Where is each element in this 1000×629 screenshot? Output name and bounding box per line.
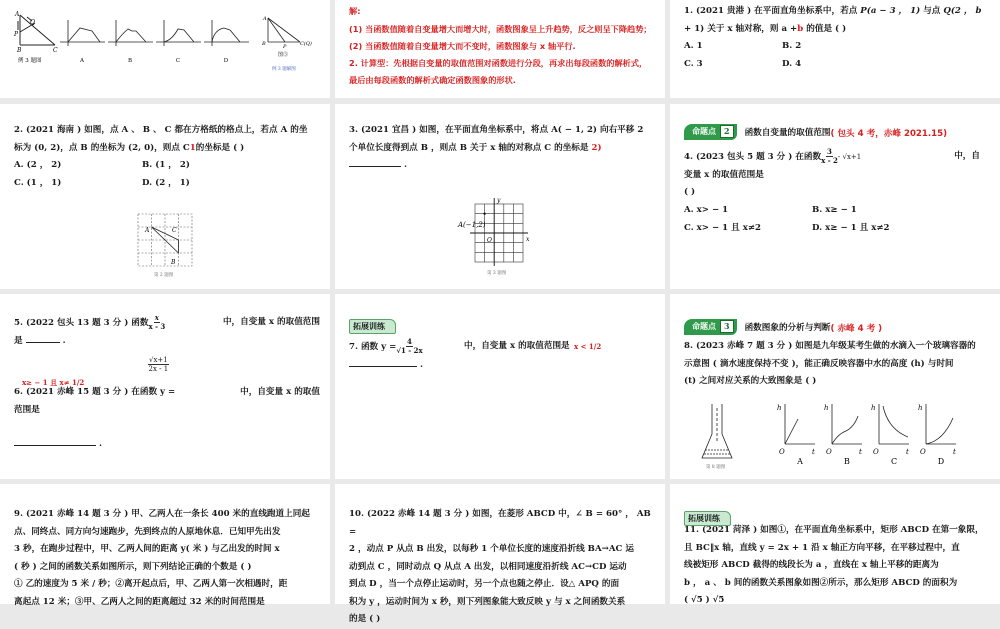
options-q1 bbox=[684, 38, 880, 73]
slide-solution-notes[interactable] bbox=[335, 0, 665, 98]
svg-text:C(Q): C(Q) bbox=[300, 41, 312, 47]
topic-title: 函数图象的分析与判断 bbox=[744, 322, 831, 333]
option-d[interactable]: D. 4 bbox=[782, 58, 802, 69]
option-d[interactable]: D. (2 ， 1) bbox=[142, 177, 190, 188]
question-8: 8. (2023 赤峰 7 题 3 分 ) 如图是九年级某考生做的水滴入一个玻璃容器的 示意图 ( 滴水速度保持不变 )，能正确反映容器中水的高度 (h) 与时间 (t) 之间对应关系的大致图象是 ( ) bbox=[684, 341, 976, 386]
svg-text:t: t bbox=[812, 448, 815, 456]
caption-graph-c: C bbox=[175, 58, 181, 64]
option-d[interactable]: D. x≥ − 1 且 x≠2 bbox=[812, 222, 890, 233]
caption-graph-d: D bbox=[223, 58, 229, 64]
slide-question-7[interactable] bbox=[335, 294, 665, 479]
option-b[interactable]: B. (1 ， 2) bbox=[142, 160, 190, 170]
slide-example3-figures[interactable] bbox=[0, 0, 330, 98]
grid-figure-q2 bbox=[136, 212, 196, 280]
example3-figures bbox=[0, 0, 330, 98]
option-b[interactable]: B. x≥ − 1 bbox=[812, 205, 857, 215]
slide-question-3[interactable] bbox=[335, 104, 665, 289]
answer-blank-q5[interactable] bbox=[26, 333, 60, 343]
extension-tag-wrap bbox=[349, 314, 655, 334]
caption-q2: 第 2 题图 bbox=[154, 273, 174, 278]
answer-mark: 1 bbox=[189, 142, 196, 153]
graph-option-d: D bbox=[937, 457, 945, 466]
coordinate-grid-q3 bbox=[455, 196, 535, 276]
graph-option-c: C bbox=[890, 457, 898, 466]
svg-text:t: t bbox=[906, 448, 909, 456]
option-c[interactable]: C. (1 ， 1) bbox=[14, 177, 62, 188]
topic-header-2 bbox=[684, 121, 990, 140]
answer-mark: 2) bbox=[591, 142, 602, 153]
svg-text:x: x bbox=[526, 236, 530, 243]
answer-blank-q6[interactable] bbox=[14, 436, 96, 446]
question-4: 4. (2023 包头 5 题 3 分 ) 在函数 $\frac{3}{x - 2}$ - √x+1 中，自 变量 x 的取值范围是 ( ) bbox=[684, 147, 980, 197]
svg-text:h: h bbox=[824, 404, 829, 412]
svg-text:B: B bbox=[171, 259, 176, 266]
q6-fraction: $\frac{√x+1}{2x - 1}$ bbox=[148, 356, 169, 373]
extension-tag: 拓展训练 bbox=[349, 319, 396, 334]
svg-text:t: t bbox=[953, 448, 956, 456]
answer-mark: x < 1/2 bbox=[574, 342, 602, 351]
svg-text:B: B bbox=[17, 47, 22, 54]
slide-question-1[interactable] bbox=[670, 0, 1000, 98]
solution-heading: 解: bbox=[349, 6, 361, 16]
options-q4 bbox=[684, 202, 940, 237]
svg-text:O: O bbox=[779, 448, 785, 456]
slide-question-2[interactable] bbox=[0, 104, 330, 289]
extension-tag: 拓展训练 bbox=[684, 511, 731, 526]
answer-blank-q7[interactable] bbox=[349, 357, 417, 367]
topic-source: ( 包头 4 考，赤峰 2021.15) bbox=[830, 129, 948, 139]
q8-figures bbox=[698, 394, 998, 472]
svg-text:A: A bbox=[145, 227, 150, 234]
option-a[interactable]: A. (2 ， 2) bbox=[14, 160, 62, 170]
topic-source: ( 赤峰 4 考 ) bbox=[830, 324, 883, 334]
svg-text:h: h bbox=[918, 404, 923, 412]
svg-text:Q: Q bbox=[30, 19, 35, 26]
svg-text:O: O bbox=[873, 448, 879, 456]
topic-header-3 bbox=[684, 316, 990, 335]
answer-mark: b bbox=[797, 23, 804, 34]
options-q2 bbox=[14, 157, 270, 192]
question-11: 11. (2021 菏泽 ) 如图①，在平面直角坐标系中，矩形 ABCD 在第一象限， 且 BC‖x 轴，直线 y = 2x + 1 沿 x 轴正方向平移，在平移过程中，直 线被矩形 ABCD 截得的线段长为 a ，直线在 x 轴上平移的距离为 b ， a 、 b 间的函数关系图象如图②所示，那么矩形 ABCD 的面积为 ( √5 ) √5 bbox=[684, 525, 984, 605]
question-10: 10. (2022 赤峰 14 题 3 分 ) 如图，在菱形 ABCD 中，∠ B = 60° ， AB = 2 ，动点 P 从点 B 出发，以每秒 1 个单位长度的速度沿折线 BA→AC 运 动到点 C ，同时动点 Q 从点 A 出发，以相同速度沿折线 AC→CD 运动 到点 D ，当一个点停止运动时，另一个点也随之停止．设△ APQ 的面 积为 y ，运动时间为 x 秒，则下列图象能大致反映 y 与 x 之间函数关系 的是 ( ) bbox=[349, 509, 651, 624]
svg-text:O: O bbox=[487, 237, 492, 244]
svg-text:B: B bbox=[262, 41, 266, 47]
option-c[interactable]: C. 3 bbox=[684, 58, 703, 69]
option-c[interactable]: C. x> − 1 且 x≠2 bbox=[684, 222, 762, 233]
solution-line-1: (1) 当函数值随着自变量增大而增大时，函数图象呈上升趋势，反之则呈下降趋势； bbox=[349, 23, 652, 34]
caption-example3: 例 3 题图 bbox=[18, 58, 42, 64]
answer-blank[interactable] bbox=[349, 157, 401, 167]
svg-text:P: P bbox=[14, 31, 19, 38]
caption-fig3: 图③ bbox=[278, 52, 289, 58]
svg-text:C: C bbox=[172, 227, 177, 234]
caption-q3: 第 3 题图 bbox=[487, 271, 507, 276]
slide-question-11[interactable] bbox=[670, 484, 1000, 604]
svg-text:O: O bbox=[920, 448, 926, 456]
question-2: 2. (2021 海南 ) 如图，点 A 、 B 、 C 都在方格纸的格点上，若点 A 的坐 标为 (0, 2)，点 B 的坐标为 (2, 0)，则点 C1的坐标是 ( ) bbox=[14, 125, 308, 153]
slide-questions-5-6[interactable] bbox=[0, 294, 330, 479]
graph-option-b: B bbox=[844, 457, 850, 466]
question-6: 6. (2021 赤峰 15 题 3 分 ) 在函数 y = 中，自变量 x 的取值 范围是 . bbox=[14, 387, 320, 449]
svg-text:A: A bbox=[263, 16, 267, 22]
option-a[interactable]: A. 1 bbox=[684, 41, 703, 51]
question-1: 1. (2021 贵港 ) 在平面直角坐标系中，若点 P(a − 3 ， 1) 与点 Q(2 ， b + 1) 关于 x 轴对称，则 a +b 的值是 ( ) bbox=[684, 6, 982, 34]
svg-text:C: C bbox=[53, 47, 58, 54]
solution-line-2: (2) 当函数值随着自变量增大而不变时，函数图象与 x 轴平行. bbox=[349, 40, 576, 51]
answer-mark-q6: x≥ − 1 且 x≠ 1/2 bbox=[22, 378, 85, 387]
svg-text:h: h bbox=[871, 404, 876, 412]
caption-solution: 例 3 题解图 bbox=[272, 67, 296, 72]
slide-topic-2[interactable] bbox=[670, 104, 1000, 289]
question-3: 3. (2021 宜昌 ) 如图，在平面直角坐标系中，将点 A( − 1, 2) 向右平移 2 个单位长度得到点 B ，则点 B 关于 x 轴的对称点 C 的坐标是 2) . bbox=[349, 125, 644, 170]
topic-tag: 命题点 3 bbox=[684, 319, 737, 335]
option-b[interactable]: B. 2 bbox=[782, 41, 802, 51]
slide-topic-3[interactable] bbox=[670, 294, 1000, 479]
question-7: 7. 函数 y = $\frac{4}{√1 - 2x}$ 中，自变量 x 的取值范围是 x < 1/2 . bbox=[349, 337, 602, 370]
question-5: 5. (2022 包头 13 题 3 分 ) 函数 $\frac{x}{x - 3}$ 中，自变量 x 的取值范围 是 . bbox=[14, 313, 320, 346]
topic-tag: 命题点 2 bbox=[684, 124, 737, 140]
caption-graph-a: A bbox=[80, 58, 84, 64]
svg-text:h: h bbox=[777, 404, 782, 412]
solution-line-3: 2. 计算型：先根据自变量的取值范围对函数进行分段，再求出每段函数的解析式，最后由每段函数的解析式确定函数图象的形状. bbox=[349, 58, 648, 85]
caption-graph-b: B bbox=[127, 58, 133, 64]
slide-question-9[interactable] bbox=[0, 484, 330, 607]
caption-q8: 第 8 题图 bbox=[706, 465, 726, 470]
topic-title: 函数自变量的取值范围 bbox=[744, 127, 831, 138]
svg-text:A: A bbox=[15, 11, 20, 18]
question-9: 9. (2021 赤峰 14 题 3 分 ) 甲、乙两人在一条长 400 米的直线跑道上同起 点、同终点、同方向匀速跑步，先到终点的人原地休息．已知甲先出发 3 秒，在跑步过程中，甲、乙两人间的距离 y( 米 ) 与乙出发的时间 x ( 秒 ) 之间的函数关系如图所示，则下列结论正确的个数是 ( ) ① 乙的速度为 5 米 / 秒；②离开起点后，甲、乙两人第一次相遇时，距 离起点 12 米；③甲、乙两人之间的距离超过 32 米的时间范围是 bbox=[14, 509, 310, 607]
svg-text:A(−1,2): A(−1,2) bbox=[458, 221, 486, 229]
graph-option-a: A bbox=[797, 457, 803, 466]
svg-text:y: y bbox=[497, 197, 501, 204]
option-a[interactable]: A. x> − 1 bbox=[684, 205, 729, 215]
svg-text:P: P bbox=[283, 44, 287, 50]
svg-text:t: t bbox=[859, 448, 862, 456]
svg-text:O: O bbox=[826, 448, 832, 456]
slide-question-10[interactable] bbox=[335, 484, 665, 624]
